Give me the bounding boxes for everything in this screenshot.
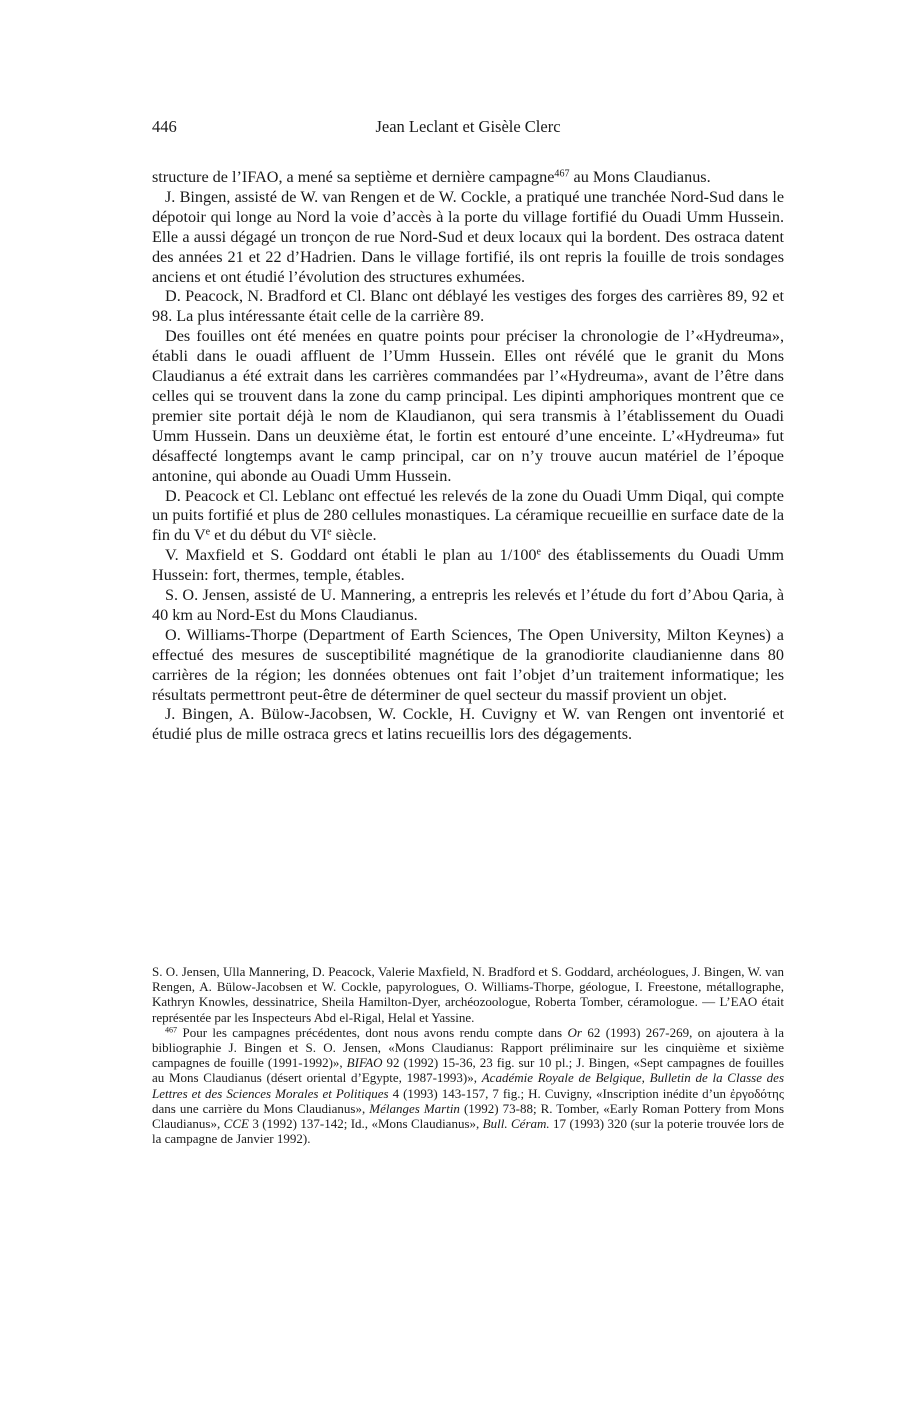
page-number: 446 — [152, 117, 177, 136]
main-text — [152, 168, 784, 745]
paragraph: D. Peacock, N. Bradford et Cl. Blanc ont déblayé les vestiges des forges des carrières 89, 92 et 98. La plus intéressante était celle de la carrière 89. — [152, 287, 784, 326]
paragraph: Des fouilles ont été menées en quatre points pour préciser la chronologie de l’«Hydreuma», établi dans le ouadi affluent de l’Umm Hussein. Elles ont révélé que le granit du Mons Claudianus a été extrait dans les carrières commandées par l’«Hydreuma», avant de l’être dans celles qui se trouvent dans la zone du camp principal. Les dipinti amphoriques montrent que ce premier site portait déjà le nom de Klaudianon, qui sera transmis à l’établissement du Ouadi Umm Hussein. Dans un deuxième état, le fortin est entouré d’une enceinte. L’«Hydreuma» fut désaffecté longtemps avant le camp principal, car on n’y trouve aucun matériel de l’époque antonine, qui abonde au Ouadi Umm Hussein. — [152, 327, 784, 485]
paragraph: S. O. Jensen, assisté de U. Mannering, a entrepris les relevés et l’étude du fort d’Abou Qaria, à 40 km au Nord-Est du Mons Claudianus. — [152, 586, 784, 624]
running-title: Jean Leclant et Gisèle Clerc — [375, 117, 561, 136]
running-header — [152, 117, 784, 141]
footnote-467: $^{467}$ Pour les campagnes précédentes, dont nous avons rendu compte dans Or 62 (1993) 267-269, on ajoutera à la bibliographie J. Bingen et S. O. Jensen, «Mons Claudianus: Rapport préliminaire sur les cinquième et sixième campagnes de fouille (1991-1992)», BIFAO 92 (1992) 15-36, 23 fig. sur 10 pl.; J. Bingen, «Sept campagnes de fouilles au Mons Claudianus (désert oriental d’Egypte, 1987-1993)», Académie Royale de Belgique, Bulletin de la Classe des Lettres et des Sciences Morales et Politiques 4 (1993) 143-157, 7 fig.; H. Cuvigny, «Inscription inédite d’un ἐργοδότης dans une carrière du Mons Claudianus», Mélanges Martin (1992) 73-88; R. Tomber, «Early Roman Pottery from Mons Claudianus», CCE 3 (1992) 137-142; Id., «Mons Claudianus», Bull. Céram. 17 (1993) 320 (sur la poterie trouvée lors de la campagne de Janvier 1992). — [152, 1024, 785, 1147]
paragraph: J. Bingen, A. Bülow-Jacobsen, W. Cockle, H. Cuvigny et W. van Rengen ont inventorié et étudié plus de mille ostraca grecs et latins recueillis lors des dégagements. — [152, 705, 784, 744]
footnote-number: 467 — [165, 1025, 178, 1035]
footnote-continuation: S. O. Jensen, Ulla Mannering, D. Peacock, Valerie Maxfield, N. Bradford et S. Goddard, archéologues, J. Bingen, W. van Rengen, A. Bülow-Jacobsen et W. Cockle, papyrologues, O. Williams-Thorpe, géologue, I. Freestone, métallographe, Kathryn Knowles, dessinatrice, Sheila Hamilton-Dyer, archéozoologue, Roberta Tomber, céramologue. — L’EAO était représentée par les Inspecteurs Abd el-Rigal, Helal et Yassine. — [152, 964, 784, 1025]
footnotes — [152, 964, 784, 1146]
paragraph: O. Williams-Thorpe (Department of Earth Sciences, The Open University, Milton Keynes) a effectué des mesures de susceptibilité magnétique de la granodiorite claudianienne dans 80 carrières de la région; les données obtenues ont fait l’objet d’un traitement informatique; les résultats permettront peut-être de déterminer de quel secteur du massif provient un objet. — [152, 625, 784, 704]
paragraph: J. Bingen, assisté de W. van Rengen et de W. Cockle, a pratiqué une tranchée Nord-Sud dans le dépotoir qui longe au Nord la voie d’accès à la porte du village fortifié du Ouadi Umm Hussein. Elle a aussi dégagé un tronçon de rue Nord-Sud et deux locaux qui la bordent. Des ostraca datent des années 21 et 22 d’Hadrien. Dans le village fortifié, ils ont repris la fouille de trois sondages anciens et ont étudié l’évolution des structures exhumées. — [152, 187, 784, 286]
paragraph: D. Peacock et Cl. Leblanc ont effectué les relevés de la zone du Ouadi Umm Diqal, qui compte un puits fortifié et plus de 280 cellules monastiques. La céramique recueillie en surface date de la fin du Ve et du début du VIe siècle. — [152, 486, 784, 545]
paragraph: structure de l’IFAO, a mené sa septième et dernière campagne$^{467}$ au Mons Claudianus. — [152, 168, 711, 186]
footnote-ref[interactable]: 467 — [554, 168, 570, 180]
paragraph: V. Maxfield et S. Goddard ont établi le plan au 1/100e des établissements du Ouadi Umm Hussein: fort, thermes, temple, étables. — [152, 546, 784, 585]
